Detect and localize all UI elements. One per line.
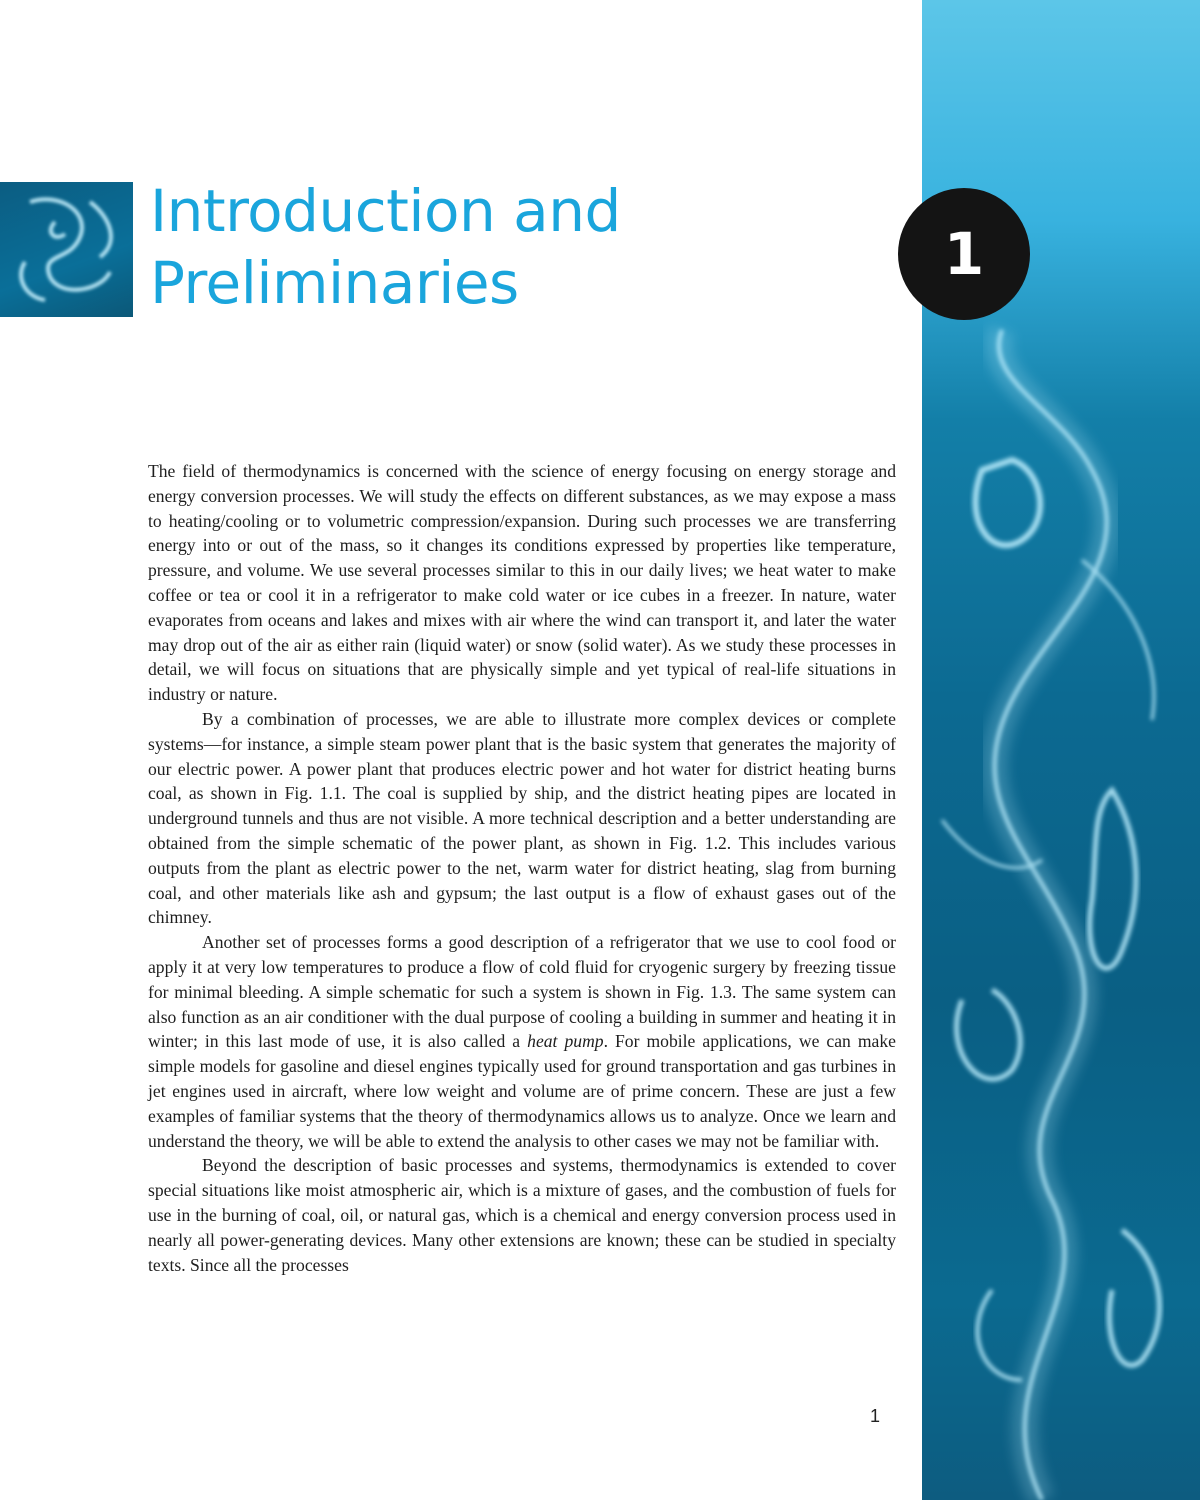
paragraph-3-text-after: . For mobile applications, we can make simple models for gasoline and diesel engines typically used for ground transportation and gas turbines in jet engines used in aircraft, where low weight and volume are of prime concern. These are just a few examples of familiar systems that the theory of thermodynamics allows us to analyze. Once we learn and understand the theory, we will be able to extend the analysis to other cases we may not be familiar with. <box>148 1031 896 1151</box>
chapter-title <box>150 175 850 319</box>
paragraph-4: Beyond the description of basic processes and systems, thermodynamics is extended to cover special situations like moist atmospheric air, which is a mixture of gases, and the combustion of fuels for use in the burning of coal, oil, or natural gas, which is a chemical and energy conversion process used in nearly all power-generating devices. Many other extensions are known; these can be studied in specialty texts. Since all the processes <box>148 1155 896 1275</box>
chapter-title-line-2: Preliminaries <box>150 249 519 317</box>
smoke-swirl-thumbnail <box>0 182 133 317</box>
chapter-title-thumbnail <box>0 182 133 317</box>
chapter-number-badge <box>898 188 1030 320</box>
heat-pump-term: heat pump <box>527 1031 604 1052</box>
paragraph-3 <box>148 930 896 1153</box>
chapter-title-line-1: Introduction and <box>150 177 621 245</box>
body-text <box>148 459 896 1277</box>
paragraph-2: By a combination of processes, we are able to illustrate more complex devices or complete systems—for instance, a simple steam power plant that is the basic system that generates the majority of our electric power. A power plant that produces electric power and hot water for district heating burns coal, as shown in Fig. 1.1. The coal is supplied by ship, and the district heating pipes are located in underground tunnels and thus are not visible. A more technical description and a better understanding are obtained from the simple schematic of the power plant, as shown in Fig. 1.2. This includes various outputs from the plant as electric power to the net, warm water for district heating, slag from burning coal, and other materials like ash and gypsum; the last output is a flow of exhaust gases out of the chimney. <box>148 708 896 928</box>
paragraph-3-text-before: Another set of processes forms a good description of a refrigerator that we use to cool food or apply it at very low temperatures to produce a flow of cold fluid for cryogenic surgery by freezing tissue for minimal bleeding. A simple schematic for such a system is shown in Fig. 1.3. The same system can also function as an air conditioner with the dual purpose of cooling a building in summer and heating it in winter; in this last mode of use, it is also called a <box>148 932 896 1052</box>
chapter-number: 1 <box>943 220 985 288</box>
paragraph-1: The field of thermodynamics is concerned with the science of energy focusing on energy storage and energy conversion processes. We will study the effects on different substances, as we may expose a mass to heating/cooling or to volumetric compression/expansion. During such processes we are transferring energy into or out of the mass, so it changes its conditions expressed by properties like temperature, pressure, and volume. We use several processes similar to this in our daily lives; we heat water to make coffee or tea or cool it in a refrigerator to make cold water or ice cubes in a freezer. In nature, water evaporates from oceans and lakes and mixes with air where the wind can transport it, and later the water may drop out of the air as either rain (liquid water) or snow (solid water). As we study these processes in detail, we will focus on situations that are physically simple and yet typical of real-life situations in industry or nature. <box>148 461 896 705</box>
page-number: 1 <box>870 1406 881 1426</box>
